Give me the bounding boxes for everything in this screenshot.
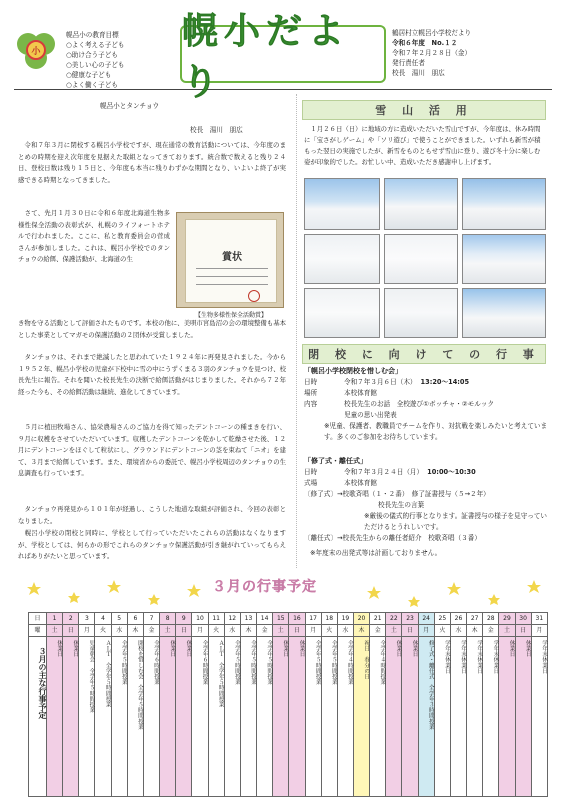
article-paragraph: さて、先月１月３０日に令和６年度北海道生物多様性保全活動の表彰式が、札幌のライフォートホテルで行われました。ここに、私と教育委員会の菅成さんが参加しました。これは、幌呂小学校でのタンチョウの給餌、保護活動が、北海道の生 (18, 209, 170, 264)
section-banner-snow: 雪 山 活 用 (302, 100, 546, 120)
goal-item: ○よく考える子ども (66, 41, 125, 49)
schedule-day-cell: 12 (224, 613, 240, 625)
snow-photo (462, 234, 546, 284)
snow-photo (384, 178, 458, 230)
schedule-event-cell: 全学年６時間授業 (143, 637, 159, 797)
schedule-weekday-cell: 日 (402, 625, 418, 637)
snow-photo (304, 288, 380, 338)
seal-icon (248, 290, 260, 302)
schedule-day-cell: 11 (208, 613, 224, 625)
goals-title: 幌呂小の教育目標 (66, 31, 119, 39)
schedule-event-cell: 祝日 春分の日 (353, 637, 369, 797)
schedule-day-cell: 20 (353, 613, 369, 625)
schedule-weekday-cell: 火 (208, 625, 224, 637)
schedule-weekday-cell: 月 (79, 625, 95, 637)
ceremony-detail: 〔修了式〕→校歌斉唱（１・２番） 修了証書授与（５→２年） (304, 490, 490, 498)
schedule-event-cell: 休業日 (515, 637, 531, 797)
schedule-weekday-cell: 木 (127, 625, 143, 637)
schedule-day-cell: 23 (402, 613, 418, 625)
responsible-label: 発行責任者 (392, 59, 425, 67)
event-ceremony: 「修了式・離任式」 日時 令和７年３月２４日（月） 10:00～10:30 式場 本校体育館 〔修了式〕→校歌斉唱（１・２番） 修了証書授与（５→２年） 校長先生の言葉 ※厳後の儀式的行事となります。証書授与の様子を見守っていただけるとうれしいです。 〔離任式〕→校長先生からの離任者紹介 校歌斉唱（３番） ※年度末の出発式等は計画しておりません。 (304, 457, 548, 557)
schedule-weekday-cell: 火 (95, 625, 111, 637)
schedule-event-cell: 休業日 (402, 637, 418, 797)
article-paragraph: タンチョウ再発見から１０１年が経過し、こうした地道な取組が評価され、今回の表彰となりました。 (18, 505, 286, 525)
education-goals (66, 30, 125, 90)
schedule-weekday-cell: 土 (47, 625, 63, 637)
schedule-event-cell: 学年末休業日 (434, 637, 450, 797)
schedule-weekday-cell: 金 (370, 625, 386, 637)
schedule-weekday-cell: 火 (434, 625, 450, 637)
schedule-weekday-cell: 日 (63, 625, 79, 637)
schedule-day-cell: 5 (111, 613, 127, 625)
certificate-photo (176, 212, 284, 308)
schedule-day-cell: 13 (240, 613, 256, 625)
schedule-day-cell: 18 (321, 613, 337, 625)
event-note: ※児童、保護者、教職員でチームを作り、対抗戦を楽しみたいと考えています。多くのご参加をお待ちしています。 (324, 422, 548, 441)
issue-meta (392, 28, 471, 78)
schedule-event-cell: 休業日 (273, 637, 289, 797)
event-farewell: 「幌呂小学校閉校を惜しむ会」 日時 令和７年３月６日（木） 13:20～14:05 場所 本校体育館 内容 校長先生のお話 全校遊び①ボッチャ・②モルック 児童の思い出発表 ※児童、保護者、教職員でチームを作り、対抗戦を楽しみたいと考えています。多くのご参加をお待ちしています。 (304, 367, 548, 441)
snow-article-text: １月２６日（日）に地域の方に造成いただいた雪山ですが、今年度は、休み時間に「宝さがしゲーム」や「ソリ遊び」で使うことができました。いずれも新雪が積もった翌日の実施でしたが、新雪をものともせず雪山に登り、遊び冬十分に楽しむ姿が印象的でした。お忙しい中、造成いただき感謝申し上げます。 (304, 125, 541, 166)
article-paragraph: タンチョウは、それまで絶滅したと思われていた１９２４年に再発見されました。今から１９５２年、幌呂小学校の児童が下校中に雪の中にうずくまる３羽のタンチョウを見つけ、校長先生に報告。それを聞いた校長先生の決断で給餌活動がはじまりました。それから７２年経った今も、その給餌活動は継続、進化してきています。 (18, 353, 286, 396)
schedule-weekday-cell: 木 (353, 625, 369, 637)
snow-photo (304, 234, 380, 284)
schedule-title: ３月の行事予定 (212, 579, 317, 595)
snow-photo (384, 234, 458, 284)
schedule-weekday-cell: 土 (160, 625, 176, 637)
event-note: ※年度末の出発式等は計画しておりません。 (310, 549, 442, 557)
schedule-event-cell: 休業日 (386, 637, 402, 797)
schedule-weekday-cell: 日 (289, 625, 305, 637)
publisher: 鶴居村立幌呂小学校だより (392, 29, 472, 37)
schedule-event-cell: 全学年５時間授業 (305, 637, 321, 797)
newspaper-title: 幌小だより (182, 11, 351, 103)
schedule-weekday-cell: 土 (386, 625, 402, 637)
article-paragraph: ５月に植田牧場さん、協栄農場さんのご協力を得て知ったデントコーンの種まきを行い、９月に収穫をさせていただいています。収穫したデントコーンを乾かして乾燥させた後、１２月にデントコーンをほぐして粒状にし、グラウンドにデントコーンの茎を束ねて「ニオ」を建て、３月まで給餌しています。また、環境省からの委託で、幌呂小学校周辺のタンチョウの生息調査も行っています。 (18, 423, 286, 478)
certificate-caption: 【生物多様性保全活動賞】 (194, 312, 267, 319)
event-time: 10:00～10:30 (427, 468, 476, 476)
schedule-weekday-cell: 水 (450, 625, 466, 637)
svg-text:小: 小 (31, 47, 41, 57)
schedule-day-cell: 15 (273, 613, 289, 625)
schedule-day-cell: 10 (192, 613, 208, 625)
schedule-day-cell: 9 (176, 613, 192, 625)
schedule-event-cell: 修了式・離任式 全学年３時間授業 (418, 637, 434, 797)
schedule-event-cell: 休業日 (176, 637, 192, 797)
schedule-weekday-cell: 日 (176, 625, 192, 637)
schedule-weekday-label: 曜 (29, 625, 47, 637)
schedule-event-cell: 学年末休業日 (483, 637, 499, 797)
schedule-weekday-cell: 金 (257, 625, 273, 637)
schedule-day-cell: 28 (483, 613, 499, 625)
schedule-event-cell: 学年末休業日 (531, 637, 547, 797)
goal-item: ○健康な子ども (66, 71, 112, 79)
schedule-weekday-cell: 水 (111, 625, 127, 637)
schedule-event-cell: 全学年５時間授業 (321, 637, 337, 797)
schedule-day-cell: 27 (467, 613, 483, 625)
schedule-day-cell: 30 (515, 613, 531, 625)
schedule-table (28, 612, 548, 797)
schedule-day-cell: 17 (305, 613, 321, 625)
schedule-day-cell: 7 (143, 613, 159, 625)
article-paragraph: 令和７年３月に閉校する幌呂小学校ですが、現在通常の教育活動については、今年度のまとめの時期を迎え次年度を見据えた取組となってきております。統合数で数えると残り２４日、登校日数は残り１５日と、今年度も本当に残りわずかな期間となり、いよいよ終了が実感できる時期となってきました。 (18, 141, 286, 184)
schedule-event-cell: 全学年４時間授業 (337, 637, 353, 797)
article-author: 校長 湯川 朋広 (190, 126, 243, 134)
schedule-event-cell: 全学年５時間授業 (111, 637, 127, 797)
schedule-weekday-cell: 火 (321, 625, 337, 637)
schedule-event-cell: 全学年５時間授業 (257, 637, 273, 797)
schedule-weekday-cell: 土 (273, 625, 289, 637)
article-paragraph: 幌呂小学校の閉校と同時に、学校として行っていただいたこれらの活動はなくなりますが、学校としては、何らかの形でこれらのタンチョウ保護活動が引き継がれていってもらえればありがたいと思っています。 (18, 529, 286, 561)
section-banner-closing: 閉 校 に 向 け て の 行 事 (302, 344, 546, 364)
schedule-event-cell: 全学年４時間授業 (370, 637, 386, 797)
issue-date: 令和７年２月２８日（金） (392, 49, 472, 57)
schedule-weekday-cell: 月 (418, 625, 434, 637)
schedule-day-cell: 4 (95, 613, 111, 625)
snow-photo (384, 288, 458, 338)
schedule-day-row (29, 613, 548, 625)
event-title: 「修了式・離任式」 (304, 457, 367, 465)
schedule-day-cell: 8 (160, 613, 176, 625)
schedule-event-cell: 全学年６時間授業 (192, 637, 208, 797)
schedule-event-cell: 全学年５時間授業 (224, 637, 240, 797)
schedule-event-cell: 学年末休業日 (467, 637, 483, 797)
goal-item: ○美しい心の子ども (66, 61, 125, 69)
schedule-day-cell: 22 (386, 613, 402, 625)
event-time: 13:20～14:05 (420, 378, 470, 386)
school-emblem-icon (14, 28, 58, 72)
snow-photo (462, 178, 546, 230)
ceremony-detail: 〔離任式〕→校長先生からの離任者紹介 校歌斉唱（３番） (304, 534, 481, 542)
event-title: 「幌呂小学校閉校を惜しむ会」 (304, 367, 402, 375)
schedule-day-cell: 21 (370, 613, 386, 625)
schedule-side-label: ３月の主な行事予定 (29, 637, 47, 797)
schedule-weekday-cell: 水 (224, 625, 240, 637)
schedule-weekday-row (29, 625, 548, 637)
schedule-weekday-cell: 水 (337, 625, 353, 637)
newspaper-title-box (180, 11, 386, 103)
schedule-event-cell: 学年末休業日 (450, 637, 466, 797)
certificate-heading: 賞状 (222, 252, 242, 263)
schedule-event-cell: 休業日 (160, 637, 176, 797)
schedule-event-cell: 休業日 (47, 637, 63, 797)
article-title: 幌呂小とタンチョウ (100, 102, 160, 110)
issue-number: 令和６年度 No.１２ (392, 39, 458, 47)
schedule-day-cell: 3 (79, 613, 95, 625)
schedule-event-cell: 休業日 (499, 637, 515, 797)
schedule-event-cell: 児童朝会 全学年５時間授業 (79, 637, 95, 797)
schedule-event-cell: ＡＬＴ 全学年５時間授業 (95, 637, 111, 797)
schedule-day-cell: 24 (418, 613, 434, 625)
goal-item: ○よく働く子ども (66, 81, 118, 89)
schedule-event-cell: 閉校を惜しむ会 全学年５時間授業 (127, 637, 143, 797)
schedule-event-cell: ＡＬＴ 全学年５時間授業 (208, 637, 224, 797)
schedule-day-cell: 16 (289, 613, 305, 625)
schedule-day-cell: 19 (337, 613, 353, 625)
schedule-weekday-cell: 月 (305, 625, 321, 637)
schedule-event-cell: 休業日 (63, 637, 79, 797)
schedule-weekday-cell: 金 (143, 625, 159, 637)
schedule-weekday-cell: 月 (531, 625, 547, 637)
schedule-day-cell: 31 (531, 613, 547, 625)
schedule-day-cell: 6 (127, 613, 143, 625)
schedule-day-cell: 29 (499, 613, 515, 625)
schedule-day-cell: 25 (434, 613, 450, 625)
schedule-weekday-cell: 金 (483, 625, 499, 637)
schedule-day-cell: 26 (450, 613, 466, 625)
schedule-day-cell: 1 (47, 613, 63, 625)
schedule-weekday-cell: 木 (240, 625, 256, 637)
schedule-day-cell: 14 (257, 613, 273, 625)
schedule-day-cell: 2 (63, 613, 79, 625)
column-divider (296, 94, 297, 568)
schedule-event-cell: 休業日 (289, 637, 305, 797)
schedule-weekday-cell: 木 (467, 625, 483, 637)
schedule-weekday-cell: 月 (192, 625, 208, 637)
schedule-event-cell: 全学年５時間授業 (240, 637, 256, 797)
goal-item: ○助け合う子ども (66, 51, 118, 59)
snow-photo (462, 288, 546, 338)
principal-name: 校長 湯川 朋広 (392, 69, 445, 77)
snow-photo (304, 178, 380, 230)
schedule-weekday-cell: 土 (499, 625, 515, 637)
article-paragraph: き物を守る活動として評価されたものです。本校の他に、美唄市宮島沼の会の環境整備も基本とした事業としてマガモの保護活動の２団体が受賞しました。 (18, 319, 286, 339)
schedule-day-label: 日 (29, 613, 47, 625)
schedule-event-row (29, 637, 548, 797)
schedule-weekday-cell: 日 (515, 625, 531, 637)
